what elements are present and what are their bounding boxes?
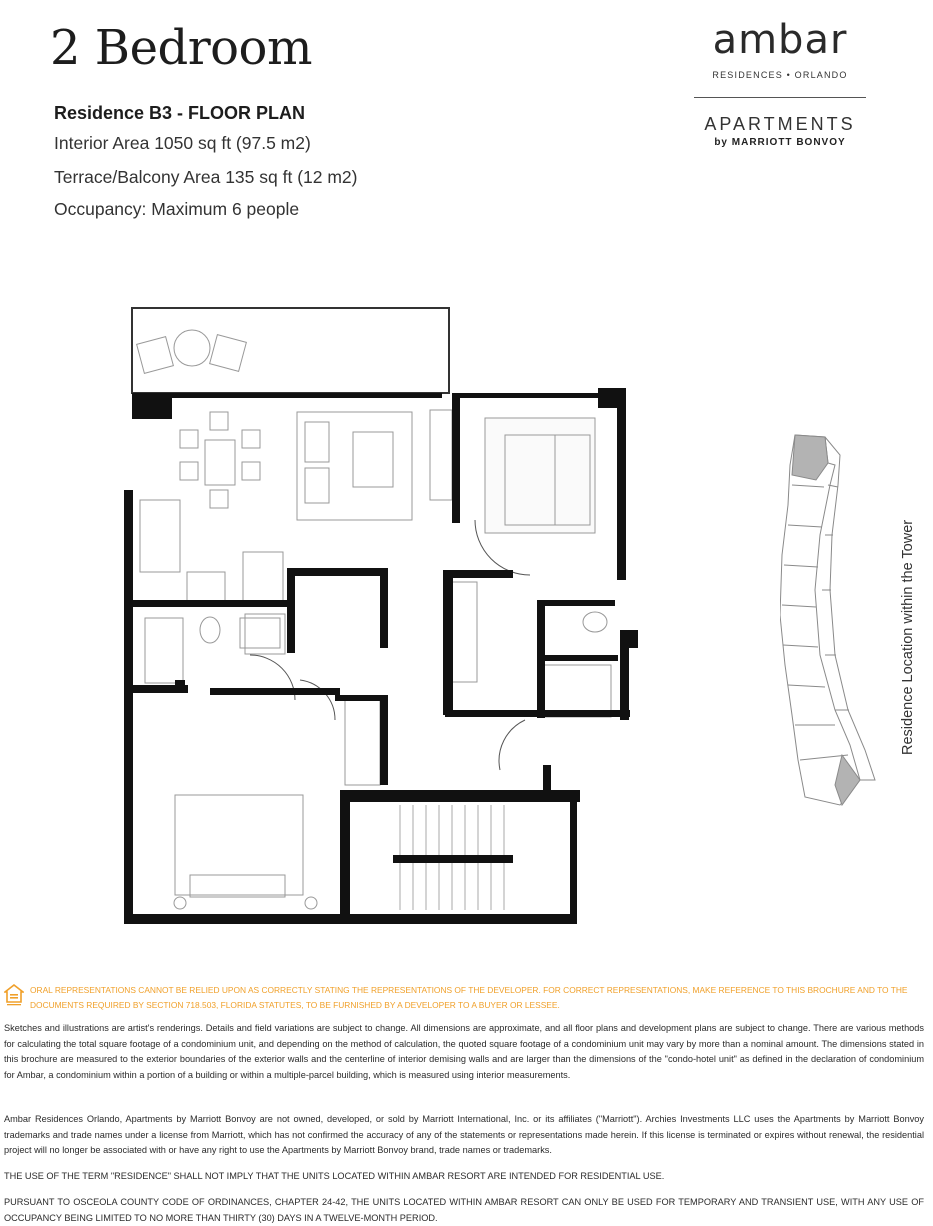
tower-location-label: Residence Location within the Tower bbox=[900, 519, 916, 755]
residence-subtitle: Residence B3 - FLOOR PLAN bbox=[54, 103, 306, 123]
tower-outline-drawing bbox=[780, 425, 890, 815]
brand-divider bbox=[694, 97, 866, 98]
occupancy: Occupancy: Maximum 6 people bbox=[54, 199, 300, 219]
brand-product: APARTMENTS bbox=[704, 114, 856, 134]
interior-area: Interior Area 1050 sq ft (97.5 m2) bbox=[54, 133, 311, 153]
oral-representations-notice: ORAL REPRESENTATIONS CANNOT BE RELIED UPON AS CORRECTLY STATING THE REPRESENTATIONS OF THE DEVELOPER. FOR CORRECT REPRESENTATIONS, MAKE REFERENCE TO THIS BROCHURE AND TO THE DOCUMENTS REQUIRED BY SECTION 718.503, FLORIDA STATUTES, TO BE FURNISHED BY A DEVELOPER TO A BUYER OR LESSEE. bbox=[30, 985, 908, 1010]
equal-housing-opportunity-icon bbox=[4, 984, 24, 1006]
disclaimer-paragraph-4: PURSUANT TO OSCEOLA COUNTY CODE OF ORDINANCES, CHAPTER 24-42, THE UNITS LOCATED WITHIN AMBAR RESORT CAN ONLY BE USED FOR TEMPORARY AND TRANSIENT USE, WITH ANY USE OF OCCUPANCY BEING LIMITED TO NO MORE THAN THIRTY (30) DAYS IN A TWELVE-MONTH PERIOD. bbox=[4, 1197, 924, 1223]
page-title: 2 Bedroom bbox=[50, 20, 312, 76]
disclaimer-paragraph-2: Ambar Residences Orlando, Apartments by Marriott Bonvoy are not owned, developed, or sold by Marriott International, Inc. or its affiliates ("Marriott"). Archies Investments LLC uses the Apartments by Marriott Bonvoy trademarks and trade names under a license from Marriott, which has not confirmed the accuracy of any of the statements or representations made herein. If this license is terminated or expires without renewal, the residential project will no longer be associated with or have any right to use the Apartments by Marriott Bonvoy brand, trade names or trademarks. bbox=[4, 1114, 924, 1155]
terrace-area: Terrace/Balcony Area 135 sq ft (12 m2) bbox=[54, 167, 358, 187]
floor-plan-drawing bbox=[115, 300, 645, 940]
disclaimer-paragraph-3: THE USE OF THE TERM "RESIDENCE" SHALL NOT IMPLY THAT THE UNITS LOCATED WITHIN AMBAR RESORT ARE INTENDED FOR RESIDENTIAL USE. bbox=[4, 1171, 665, 1181]
brand-logo bbox=[690, 18, 870, 148]
disclaimer-paragraph-1: Sketches and illustrations are artist's renderings. Details and field variations are subject to change. All dimensions are approximate, and all floor plans and development plans are subject to change. There are various methods for calculating the total square footage of a condominium unit, and depending on the method of calculation, the quoted square footage of a condominium unit may vary by more than a nominal amount. The dimensions stated in this brochure are measured to the exterior boundaries of the exterior walls and the centerline of interior demising walls and are larger than the dimensions of the "condo-hotel unit" as defined in the declaration of condominium for Ambar, a condominium within a portion of a building or within a multiple-parcel building, which is measured using interior measurements. bbox=[4, 1023, 924, 1080]
brand-by-line: by MARRIOTT BONVOY bbox=[714, 137, 846, 148]
brand-location: RESIDENCES • ORLANDO bbox=[712, 70, 848, 80]
brand-name: ambar bbox=[712, 17, 848, 63]
